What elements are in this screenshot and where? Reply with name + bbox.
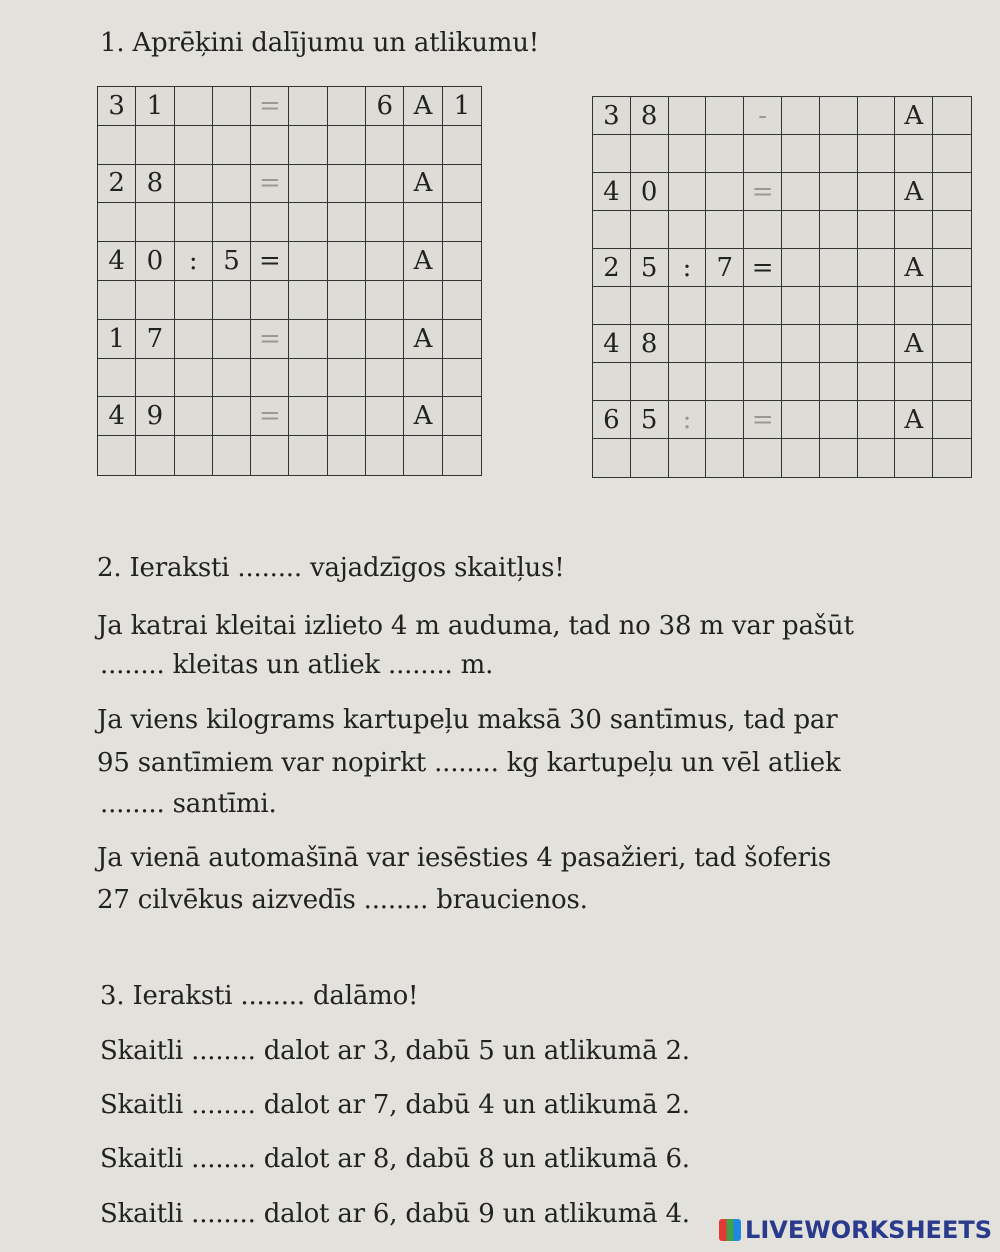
grid-cell-empty[interactable] [213,320,251,359]
grid-cell-empty[interactable] [98,203,136,242]
grid-cell-empty[interactable] [706,325,744,363]
grid-cell-empty[interactable] [98,126,136,165]
grid-cell-empty[interactable] [895,211,933,249]
grid-cell-empty[interactable] [933,211,971,249]
grid-cell-empty[interactable] [404,126,442,165]
task2-line: Ja katrai kleitai izlieto 4 m auduma, tad no 38 m var pašūt [97,611,854,641]
right-division-grid [592,96,972,478]
grid-cell-empty[interactable] [328,281,366,320]
grid-cell: 8 [631,97,669,135]
grid-cell-empty[interactable] [289,320,327,359]
grid-cell-empty[interactable] [631,135,669,173]
grid-cell-empty[interactable] [213,126,251,165]
grid-cell: = [251,320,289,359]
grid-cell-empty[interactable] [706,401,744,439]
grid-cell: 3 [593,97,631,135]
grid-cell-empty[interactable] [593,287,631,325]
grid-cell-empty[interactable] [858,325,896,363]
grid-cell-empty[interactable] [289,281,327,320]
grid-cell: A [895,97,933,135]
grid-cell-empty[interactable] [443,320,481,359]
left-division-grid [97,86,482,476]
grid-cell: 6 [366,87,404,126]
grid-cell-empty[interactable] [933,173,971,211]
grid-cell-empty[interactable] [289,87,327,126]
grid-cell-empty[interactable] [933,439,971,477]
task2-line: 95 santīmiem var nopirkt ........ kg kartupeļu un vēl atliek [97,748,841,778]
grid-cell: 4 [98,397,136,436]
task2-line: Ja vienā automašīnā var iesēsties 4 pasažieri, tad šoferis [97,843,831,873]
grid-cell-empty[interactable] [669,97,707,135]
grid-cell-empty[interactable] [744,439,782,477]
task2-line: Ja viens kilograms kartupeļu maksā 30 santīmus, tad par [97,705,838,735]
grid-cell: A [404,165,442,204]
grid-cell-empty[interactable] [404,203,442,242]
grid-cell-empty[interactable] [443,126,481,165]
grid-cell-empty[interactable] [213,281,251,320]
grid-cell-empty[interactable] [136,281,174,320]
grid-cell-empty[interactable] [858,135,896,173]
grid-cell-empty[interactable] [593,211,631,249]
grid-cell-empty[interactable] [631,363,669,401]
grid-cell-empty[interactable] [782,287,820,325]
task3-line: Skaitli ........ dalot ar 3, dabū 5 un atlikumā 2. [100,1036,690,1066]
grid-cell-empty[interactable] [820,173,858,211]
grid-cell-empty[interactable] [213,165,251,204]
watermark-text: LIVEWORKSHEETS [745,1216,992,1244]
grid-cell-empty[interactable] [443,397,481,436]
grid-cell-empty[interactable] [895,439,933,477]
grid-cell-empty[interactable] [366,203,404,242]
grid-cell-empty[interactable] [366,165,404,204]
grid-cell: 8 [631,325,669,363]
grid-cell-empty[interactable] [443,281,481,320]
grid-cell-empty[interactable] [328,87,366,126]
grid-cell-empty[interactable] [593,135,631,173]
grid-cell-empty[interactable] [669,211,707,249]
grid-cell-empty[interactable] [328,126,366,165]
grid-cell-empty[interactable] [744,287,782,325]
grid-cell-empty[interactable] [443,203,481,242]
grid-cell-empty[interactable] [328,165,366,204]
grid-cell-empty[interactable] [175,397,213,436]
grid-cell-empty[interactable] [669,325,707,363]
grid-cell-empty[interactable] [820,135,858,173]
grid-cell-empty[interactable] [933,363,971,401]
grid-cell-empty[interactable] [895,135,933,173]
grid-cell-empty[interactable] [895,287,933,325]
grid-cell: 0 [136,242,174,281]
grid-cell-empty[interactable] [782,439,820,477]
grid-cell-empty[interactable] [366,320,404,359]
grid-cell: A [404,242,442,281]
grid-cell-empty[interactable] [98,281,136,320]
grid-cell-empty[interactable] [820,287,858,325]
grid-cell-empty[interactable] [858,173,896,211]
grid-cell: : [669,401,707,439]
grid-cell: : [669,249,707,287]
grid-cell-empty[interactable] [820,249,858,287]
grid-cell-empty[interactable] [328,320,366,359]
grid-cell-empty[interactable] [175,281,213,320]
grid-cell-empty[interactable] [706,439,744,477]
grid-cell: = [744,401,782,439]
grid-cell-empty[interactable] [820,211,858,249]
grid-cell: A [895,249,933,287]
grid-cell: A [895,401,933,439]
grid-cell-empty[interactable] [631,439,669,477]
grid-cell: 2 [98,165,136,204]
grid-cell-empty[interactable] [669,363,707,401]
task2-line: ........ santīmi. [100,789,277,819]
grid-cell: A [895,325,933,363]
grid-cell-empty[interactable] [820,363,858,401]
grid-cell-empty[interactable] [136,436,174,475]
grid-cell: 1 [443,87,481,126]
grid-cell-empty[interactable] [782,97,820,135]
grid-cell-empty[interactable] [289,397,327,436]
grid-cell-empty[interactable] [251,203,289,242]
grid-cell-empty[interactable] [175,87,213,126]
grid-cell-empty[interactable] [443,242,481,281]
grid-cell-empty[interactable] [366,436,404,475]
grid-cell-empty[interactable] [706,287,744,325]
task3-line: Skaitli ........ dalot ar 8, dabū 8 un atlikumā 6. [100,1144,690,1174]
task2-line: 27 cilvēkus aizvedīs ........ braucienos. [97,885,588,915]
grid-cell: 6 [593,401,631,439]
grid-cell-empty[interactable] [98,436,136,475]
grid-cell: 5 [631,401,669,439]
grid-cell-empty[interactable] [820,97,858,135]
grid-cell-empty[interactable] [328,359,366,398]
grid-cell-empty[interactable] [706,135,744,173]
grid-cell-empty[interactable] [213,397,251,436]
grid-cell-empty[interactable] [933,135,971,173]
liveworksheets-watermark [719,1216,992,1244]
grid-cell: = [744,249,782,287]
grid-cell: : [175,242,213,281]
grid-cell-empty[interactable] [706,211,744,249]
grid-cell-empty[interactable] [669,173,707,211]
grid-cell-empty[interactable] [98,359,136,398]
grid-cell-empty[interactable] [443,359,481,398]
grid-cell-empty[interactable] [136,203,174,242]
grid-cell-empty[interactable] [328,436,366,475]
grid-cell-empty[interactable] [858,249,896,287]
grid-cell-empty[interactable] [782,173,820,211]
grid-cell-empty[interactable] [744,363,782,401]
grid-cell-empty[interactable] [213,87,251,126]
grid-cell: 8 [136,165,174,204]
task1-title: 1. Aprēķini dalījumu un atlikumu! [100,28,540,58]
grid-cell-empty[interactable] [593,439,631,477]
grid-cell-empty[interactable] [289,242,327,281]
grid-cell-empty[interactable] [782,135,820,173]
grid-cell-empty[interactable] [443,436,481,475]
grid-cell-empty[interactable] [631,287,669,325]
grid-cell-empty[interactable] [858,363,896,401]
grid-cell: = [251,397,289,436]
grid-cell-empty[interactable] [328,242,366,281]
grid-cell-empty[interactable] [328,203,366,242]
grid-cell-empty[interactable] [175,165,213,204]
grid-cell-empty[interactable] [706,363,744,401]
grid-cell-empty[interactable] [366,397,404,436]
grid-cell-empty[interactable] [782,211,820,249]
grid-cell-empty[interactable] [744,325,782,363]
grid-cell-empty[interactable] [289,359,327,398]
grid-cell-empty[interactable] [895,363,933,401]
grid-cell-empty[interactable] [669,135,707,173]
grid-cell-empty[interactable] [933,401,971,439]
grid-cell-empty[interactable] [366,126,404,165]
grid-cell: 2 [593,249,631,287]
grid-cell-empty[interactable] [366,242,404,281]
grid-cell-empty[interactable] [443,165,481,204]
grid-cell-empty[interactable] [251,126,289,165]
grid-cell: 3 [98,87,136,126]
task3-line: Skaitli ........ dalot ar 7, dabū 4 un atlikumā 2. [100,1090,690,1120]
grid-cell-empty[interactable] [404,359,442,398]
grid-cell: 4 [593,325,631,363]
grid-cell: A [895,173,933,211]
grid-cell-empty[interactable] [175,203,213,242]
grid-cell-empty[interactable] [366,281,404,320]
grid-cell-empty[interactable] [289,126,327,165]
grid-cell: 7 [706,249,744,287]
grid-cell: 7 [136,320,174,359]
grid-cell-empty[interactable] [933,287,971,325]
grid-cell-empty[interactable] [669,439,707,477]
grid-cell-empty[interactable] [820,401,858,439]
grid-cell-empty[interactable] [858,439,896,477]
task2-title: 2. Ieraksti ........ vajadzīgos skaitļus! [97,553,565,583]
grid-cell-empty[interactable] [213,359,251,398]
grid-cell-empty[interactable] [175,320,213,359]
task2-line: ........ kleitas un atliek ........ m. [100,650,494,680]
grid-cell-empty[interactable] [366,359,404,398]
grid-cell-empty[interactable] [404,436,442,475]
grid-cell-empty[interactable] [782,325,820,363]
grid-cell: = [251,165,289,204]
task3-line: Skaitli ........ dalot ar 6, dabū 9 un atlikumā 4. [100,1199,690,1229]
grid-cell: 1 [98,320,136,359]
grid-cell: = [251,87,289,126]
grid-cell-empty[interactable] [404,281,442,320]
grid-cell: 0 [631,173,669,211]
grid-cell-empty[interactable] [328,397,366,436]
grid-cell: A [404,397,442,436]
grid-cell-empty[interactable] [289,436,327,475]
grid-cell-empty[interactable] [213,203,251,242]
grid-cell-empty[interactable] [631,211,669,249]
grid-cell-empty[interactable] [820,325,858,363]
liveworksheets-logo-icon [719,1219,741,1241]
grid-cell-empty[interactable] [858,401,896,439]
grid-cell: - [744,97,782,135]
grid-cell-empty[interactable] [933,97,971,135]
grid-cell-empty[interactable] [251,436,289,475]
grid-cell: 5 [631,249,669,287]
grid-cell: 4 [98,242,136,281]
grid-cell-empty[interactable] [820,439,858,477]
grid-cell: = [251,242,289,281]
grid-cell: 5 [213,242,251,281]
grid-cell-empty[interactable] [744,135,782,173]
grid-cell-empty[interactable] [593,363,631,401]
grid-cell-empty[interactable] [175,436,213,475]
grid-cell-empty[interactable] [744,211,782,249]
grid-cell: 9 [136,397,174,436]
grid-cell-empty[interactable] [175,126,213,165]
grid-cell-empty[interactable] [136,126,174,165]
grid-cell-empty[interactable] [669,287,707,325]
grid-cell-empty[interactable] [706,173,744,211]
grid-cell: A [404,87,442,126]
grid-cell-empty[interactable] [136,359,174,398]
grid-cell-empty[interactable] [933,249,971,287]
grid-cell-empty[interactable] [858,211,896,249]
grid-cell: = [744,173,782,211]
grid-cell: 4 [593,173,631,211]
grid-cell-empty[interactable] [782,401,820,439]
grid-cell: 1 [136,87,174,126]
grid-cell-empty[interactable] [933,325,971,363]
grid-cell-empty[interactable] [289,203,327,242]
grid-cell-empty[interactable] [213,436,251,475]
grid-cell-empty[interactable] [706,97,744,135]
grid-cell-empty[interactable] [175,359,213,398]
grid-cell-empty[interactable] [251,359,289,398]
task3-title: 3. Ieraksti ........ dalāmo! [100,981,419,1011]
grid-cell-empty[interactable] [289,165,327,204]
grid-cell-empty[interactable] [858,97,896,135]
grid-cell-empty[interactable] [782,363,820,401]
grid-cell: A [404,320,442,359]
grid-cell-empty[interactable] [782,249,820,287]
grid-cell-empty[interactable] [858,287,896,325]
grid-cell-empty[interactable] [251,281,289,320]
